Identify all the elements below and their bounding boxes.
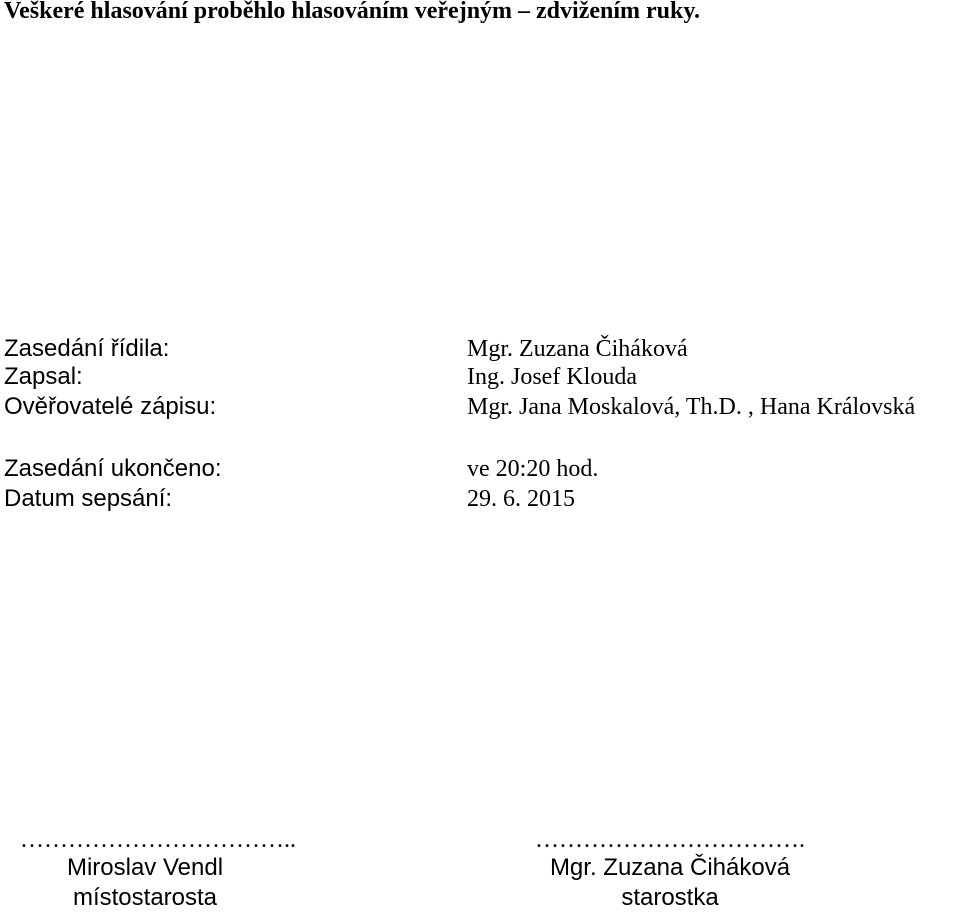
- signatory-role-left: místostarosta: [72, 884, 218, 911]
- signatory-role-right: starostka: [621, 884, 719, 911]
- recorder-label: Zapsal:: [4, 363, 83, 390]
- signature-line-right: …………………………….: [535, 827, 805, 853]
- chair-value: Mgr. Zuzana Čiháková: [467, 336, 688, 362]
- signatory-name-left: Miroslav Vendl: [66, 854, 224, 881]
- signature-line-left: ……………………………..: [20, 827, 296, 853]
- signatory-name-right: Mgr. Zuzana Čiháková: [549, 854, 791, 881]
- date-written-label: Datum sepsání:: [4, 485, 173, 512]
- meeting-ended-value: ve 20:20 hod.: [467, 456, 599, 482]
- date-written-value: 29. 6. 2015: [467, 486, 575, 512]
- meeting-ended-label: Zasedání ukončeno:: [4, 455, 222, 482]
- verifiers-label: Ověřovatelé zápisu:: [4, 393, 217, 420]
- chair-label: Zasedání řídila:: [4, 335, 170, 362]
- verifiers-value: Mgr. Jana Moskalová, Th.D. , Hana Královská: [467, 394, 916, 420]
- recorder-value: Ing. Josef Klouda: [467, 364, 637, 390]
- voting-note-heading: Veškeré hlasování proběhlo hlasováním veřejným – zdvižením ruky.: [4, 0, 701, 24]
